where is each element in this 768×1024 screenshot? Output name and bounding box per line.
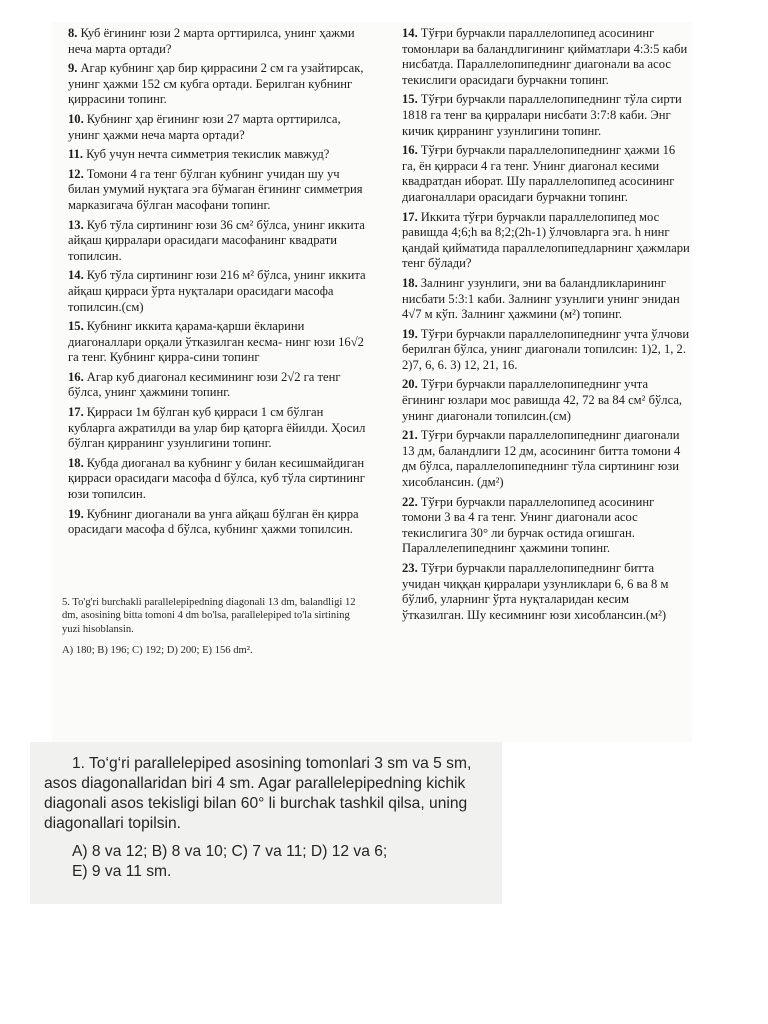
problem-item bbox=[402, 143, 690, 205]
problem-text: Қирраси 1м бўлган куб қирраси 1 см бўлган кубларга ажратилди ва улар бир қаторга ёйилди. Ҳосил бўлган қирранинг узунлигини топинг. bbox=[68, 405, 366, 451]
problem-number: 15. bbox=[402, 92, 418, 107]
bottom-problem-scan bbox=[30, 742, 502, 904]
problem-text: Кубнинг диоганали ва унга айқаш бўлган ён қирра орасидаги масофа d бўлса, кубнинг ҳажми топилсин. bbox=[68, 506, 359, 537]
problem-number: 12. bbox=[68, 166, 84, 181]
latin-problem bbox=[62, 596, 362, 658]
problem-item bbox=[402, 92, 690, 139]
problem-number: 19. bbox=[68, 506, 84, 521]
problem-number: 21. bbox=[402, 428, 418, 443]
problem-text: Тўғри бурчакли параллелопипеднинг ҳажми 16 га, ён қирраси 4 га тенг. Унинг диагонал кесими квадратдан иборат. Шу параллелопипед асосининг диагоналлари орасидаги бурчакни топинг. bbox=[402, 143, 676, 204]
problem-text: Куб тўла сиртининг юзи 36 см² бўлса, унинг иккита айқаш қирралари орасидаги масофанинг квадрати топилсин. bbox=[68, 217, 365, 263]
problem-number: 15. bbox=[68, 319, 84, 334]
problem-text: Агар куб диагонал кесимининг юзи 2√2 га тенг бўлса, унинг ҳажмини топинг. bbox=[68, 369, 341, 400]
problem-text: Агар кубнинг ҳар бир қиррасини 2 см га узайтирсак, унинг ҳажми 152 см кубга ортади. Берилган кубнинг қиррасини топинг. bbox=[68, 61, 364, 107]
problem-text: Кубнинг иккита қарама-қарши ёкларини диагоналлари орқали ўтказилган кесма- нинг юзи 16√2 га тенг. Кубнинг қирра-сини топинг bbox=[68, 319, 364, 365]
problem-text: Тўғри бурчакли параллелопипеднинг диагонали 13 дм, баландлиги 12 дм, асосининг битта томони 4 дм бўлса, параллелопипеднинг тўла сиртининг юзи хисоблансин. (дм²) bbox=[402, 428, 681, 490]
problem-item bbox=[68, 370, 368, 401]
problem-text: Куб учун нечта симметрия текислик мавжуд? bbox=[86, 147, 330, 162]
problem-text: Куб тўла сиртининг юзи 216 м² бўлса, унинг иккита айқаш қирраси ўрта нуқталари орасидаги масофа топилсин.(см) bbox=[68, 268, 366, 314]
problem-number: 11. bbox=[68, 147, 84, 162]
problem-number: 16. bbox=[402, 143, 418, 158]
problem-number: 14. bbox=[402, 26, 418, 40]
problem-item bbox=[68, 268, 368, 315]
bottom-problem-answers-1: A) 8 va 12; B) 8 va 10; C) 7 va 11; D) 12 va 6; bbox=[72, 843, 388, 860]
left-column bbox=[68, 26, 368, 542]
problem-item bbox=[68, 507, 368, 538]
problem-text: Тўғри бурчакли параллелопипед асосининг томонлари ва баландлигининг қийматлари 4:3:5 каби нисбатда. Параллелопипеднинг диагонали ва асос текислиги орасидаги бурчакни топинг. bbox=[402, 26, 688, 87]
bottom-problem-answers-2: E) 9 va 11 sm. bbox=[72, 863, 172, 880]
problem-item bbox=[402, 327, 690, 374]
latin-problem-text: 5. To'g'ri burchakli parallelepipedning diagonali 13 dm, balandligi 12 dm, asosining bitta tomoni 4 dm bo'lsa, parallelepiped to'la sirtining yuzi hisoblansin. bbox=[62, 597, 356, 635]
problem-number: 14. bbox=[68, 268, 84, 283]
problem-item bbox=[402, 561, 690, 623]
problem-text: Тўғри бурчакли параллелопипед асосининг томони 3 ва 4 га тенг. Унинг диагонали асос текислигига 30° ли бурчак остида огишган. Параллелепипеднинг ҳажмини топинг. bbox=[402, 494, 655, 556]
problem-number: 19. bbox=[402, 326, 418, 341]
problem-item bbox=[402, 26, 690, 88]
problem-item bbox=[68, 218, 368, 265]
problem-number: 17. bbox=[68, 405, 84, 420]
right-column bbox=[402, 26, 690, 627]
problem-item bbox=[402, 495, 690, 557]
problem-item bbox=[402, 428, 690, 490]
problem-text: Иккита тўғри бурчакли параллелопипед мос равишда 4;6;h ва 8;2;(2h-1) ўлчовларга эга. h нинг қандай қийматида параллелопипедларнинг ҳажмлари тенг бўлади? bbox=[402, 209, 690, 271]
problem-number: 17. bbox=[402, 209, 418, 224]
problem-number: 22. bbox=[402, 494, 418, 509]
problem-number: 13. bbox=[68, 217, 84, 232]
problem-item bbox=[68, 319, 368, 366]
problem-number: 23. bbox=[402, 561, 418, 575]
problem-item bbox=[68, 167, 368, 214]
problem-number: 20. bbox=[402, 377, 418, 392]
problem-number: 9. bbox=[68, 61, 78, 76]
bottom-problem-text: 1. To‘g‘ri parallelepiped asosining tomonlari 3 sm va 5 sm, asos diagonallaridan biri 4 sm. Agar parallelepipedning kichik diagonali asos tekisligi bilan 60° li burchak tashkil qilsa, uning diagonallari topilsin. bbox=[44, 755, 472, 832]
latin-problem-answers: A) 180; B) 196; C) 192; D) 200; E) 156 dm². bbox=[62, 645, 253, 657]
problem-item bbox=[402, 377, 690, 424]
problem-text: Залнинг узунлиги, эни ва баландликларининг нисбати 5:3:1 каби. Залнинг узунлиги унинг энидан 4√7 м кўп. Залнинг ҳажмини (м²) топинг. bbox=[402, 275, 680, 322]
problem-number: 8. bbox=[68, 26, 78, 40]
problem-text: Тўғри бурчакли параллелопипеднинг учта ўлчови берилган бўлса, унинг диагонали топилсин: 1)2, 1, 2. 2)7, 6, 6. 3) 12, 21, 16. bbox=[402, 326, 690, 372]
problem-item bbox=[402, 276, 690, 323]
problem-number: 16. bbox=[68, 369, 84, 384]
problem-text: Тўғри бурчакли параллелопипеднинг учта ёгининг юзлари мос равишда 42, 72 ва 84 см² бўлса, унинг диагонали топилсин.(см) bbox=[402, 377, 683, 423]
problem-item bbox=[68, 26, 368, 57]
problem-text: Куб ёгининг юзи 2 марта орттирилса, унинг ҳажми неча марта ортади? bbox=[68, 26, 355, 56]
problem-number: 18. bbox=[68, 455, 84, 470]
problem-item bbox=[68, 112, 368, 143]
problem-item bbox=[68, 61, 368, 108]
problem-text: Тўғри бурчакли параллелопипеднинг битта учидан чиққан қирралари узунликлари 6, 6 ва 8 м бўлиб, уларнинг ўрта нуқталаридан кесим ўтказилган. Шу кесимнинг юзи хисоблансин.(м²) bbox=[402, 561, 669, 622]
problem-item bbox=[68, 147, 368, 163]
problem-number: 10. bbox=[68, 111, 84, 126]
problem-item bbox=[68, 456, 368, 503]
problem-text: Кубда диоганал ва кубнинг у билан кесишмайдиган қирраси орасидаги масофа d бўлса, куб тўла сиртининг юзи топилсин. bbox=[68, 455, 365, 502]
problem-text: Кубнинг ҳар ёгининг юзи 27 марта орттирилса, унинг ҳажми неча марта ортади? bbox=[68, 111, 341, 142]
problem-item bbox=[402, 210, 690, 272]
bottom-problem bbox=[44, 754, 496, 882]
problem-text: Томони 4 га тенг бўлган кубнинг учидан шу уч билан умумий нуқтага эга бўмаган ёгининг симметрия марказигача бўлган масофани топинг. bbox=[68, 166, 363, 212]
problem-item bbox=[68, 405, 368, 452]
problem-text: Тўғри бурчакли параллелопипеднинг тўла сирти 1818 га тенг ва қирралари нисбати 3:7:8 каби. Энг кичик қирранинг узунлигини топинг. bbox=[402, 92, 682, 138]
problem-number: 18. bbox=[402, 275, 418, 290]
